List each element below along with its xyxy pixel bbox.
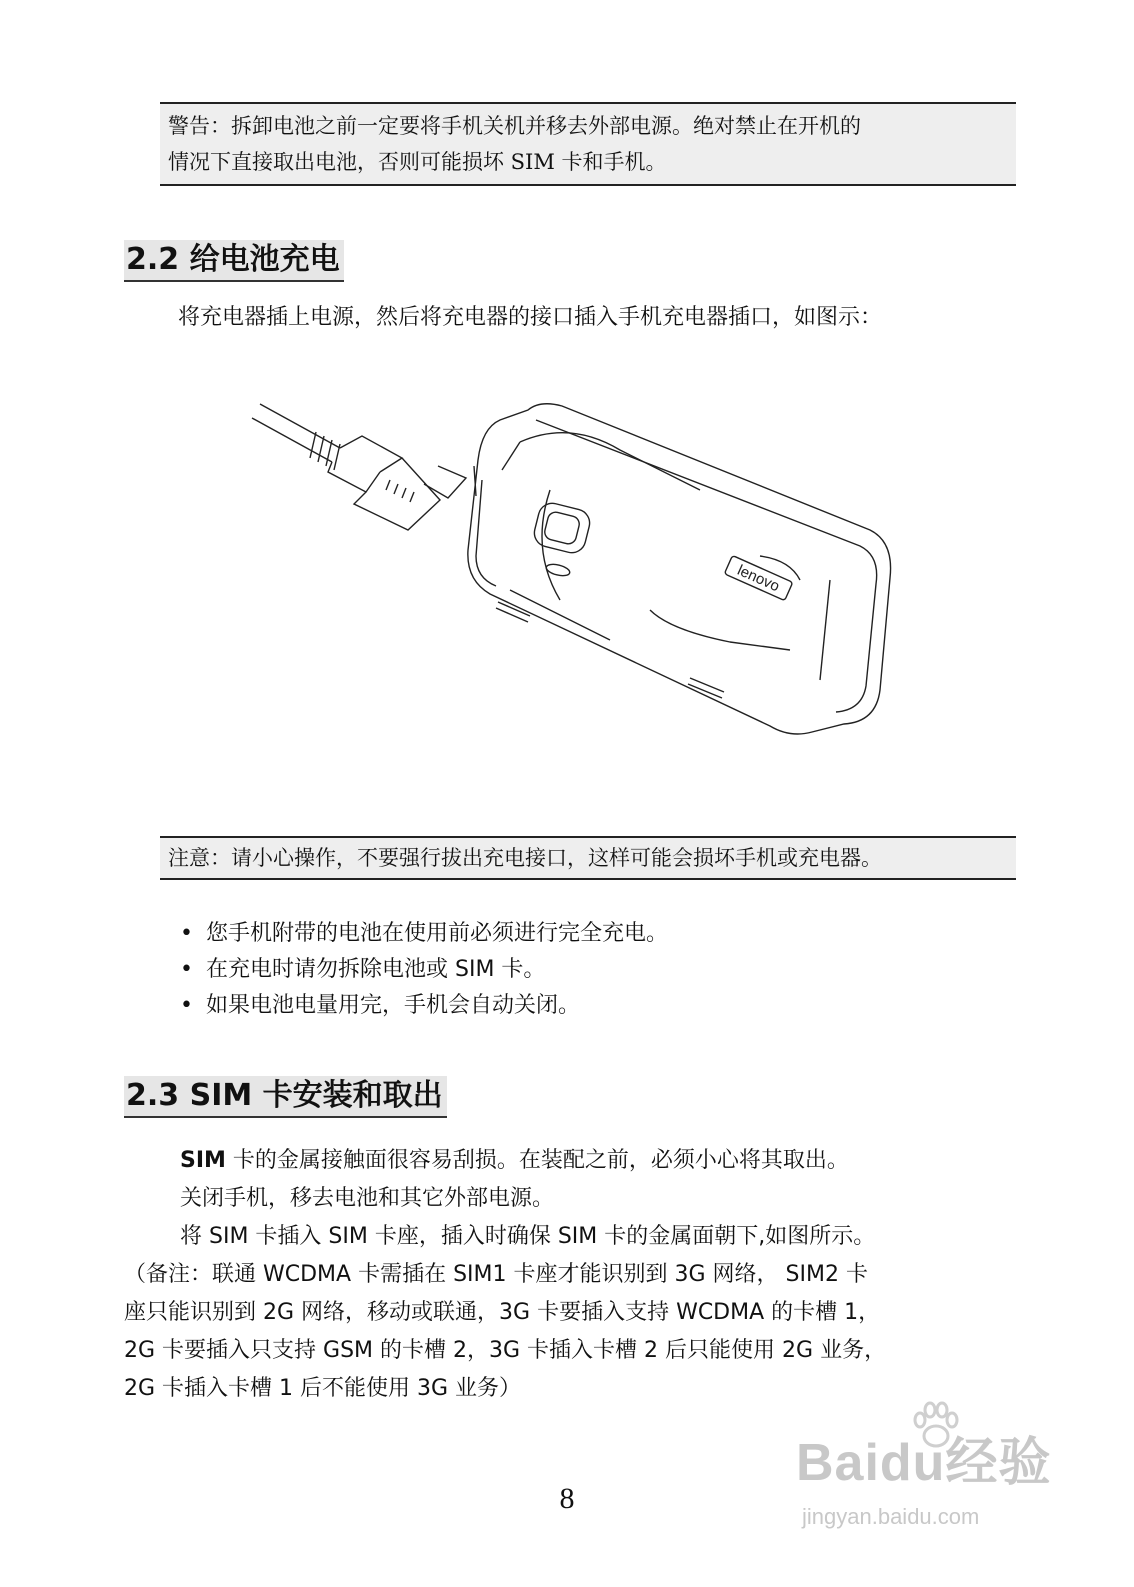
charger-cable-icon — [252, 404, 466, 530]
charging-intro: 将充电器插上电源，然后将充电器的接口插入手机充电器插口，如图示： — [178, 305, 883, 330]
bullet-item: • 如果电池电量用完，手机会自动关闭。 — [180, 988, 668, 1024]
section-heading-2-2: 2.2 给电池充电 — [124, 240, 344, 282]
sim-note-line: 座只能识别到 2G 网络，移动或联通，3G 卡要插入支持 WCDMA 的卡槽 1， — [124, 1300, 881, 1325]
sim-paragraph-2: 关闭手机，移去电池和其它外部电源。 — [180, 1186, 555, 1211]
charging-bullet-list — [180, 916, 668, 1024]
phone-back-icon — [468, 404, 891, 734]
sim-note-line: （备注：联通 WCDMA 卡需插在 SIM1 卡座才能识别到 3G 网络， SIM2 卡 — [124, 1262, 868, 1287]
warning-line-1: 警告：拆卸电池之前一定要将手机关机并移去外部电源。绝对禁止在开机的 — [168, 114, 861, 138]
charging-illustration — [230, 380, 920, 800]
watermark-logo: Baidu经验 — [796, 1434, 1052, 1492]
bullet-item: • 您手机附带的电池在使用前必须进行完全充电。 — [180, 916, 668, 952]
warning-line-2: 情况下直接取出电池，否则可能损坏 SIM 卡和手机。 — [168, 150, 667, 174]
section-heading-2-3: 2.3 SIM 卡安装和取出 — [124, 1076, 447, 1118]
warning-box — [160, 102, 1016, 186]
sim-paragraph-1-text: 卡的金属接触面很容易刮损。在装配之前，必须小心将其取出。 — [225, 1148, 849, 1173]
caution-box — [160, 836, 1016, 880]
sim-paragraph-3: 将 SIM 卡插入 SIM 卡座，插入时确保 SIM 卡的金属面朝下,如图所示。 — [180, 1224, 876, 1249]
brand-label: lenovo — [734, 561, 783, 596]
sim-bold-term: SIM — [180, 1148, 226, 1173]
sim-note-line: 2G 卡插入卡槽 1 后不能使用 3G 业务） — [124, 1376, 522, 1401]
page-number: 8 — [559, 1482, 575, 1515]
watermark-url: jingyan.baidu.com — [802, 1504, 980, 1529]
sim-paragraph-1 — [124, 1142, 1064, 1180]
bullet-item: • 在充电时请勿拆除电池或 SIM 卡。 — [180, 952, 668, 988]
caution-text: 注意：请小心操作，不要强行拔出充电接口，这样可能会损坏手机或充电器。 — [168, 846, 882, 870]
sim-card-section-body — [124, 1142, 1064, 1408]
sim-note-line: 2G 卡要插入只支持 GSM 的卡槽 2，3G 卡插入卡槽 2 后只能使用 2G 业务， — [124, 1338, 887, 1363]
baidu-watermark — [796, 1398, 1066, 1548]
